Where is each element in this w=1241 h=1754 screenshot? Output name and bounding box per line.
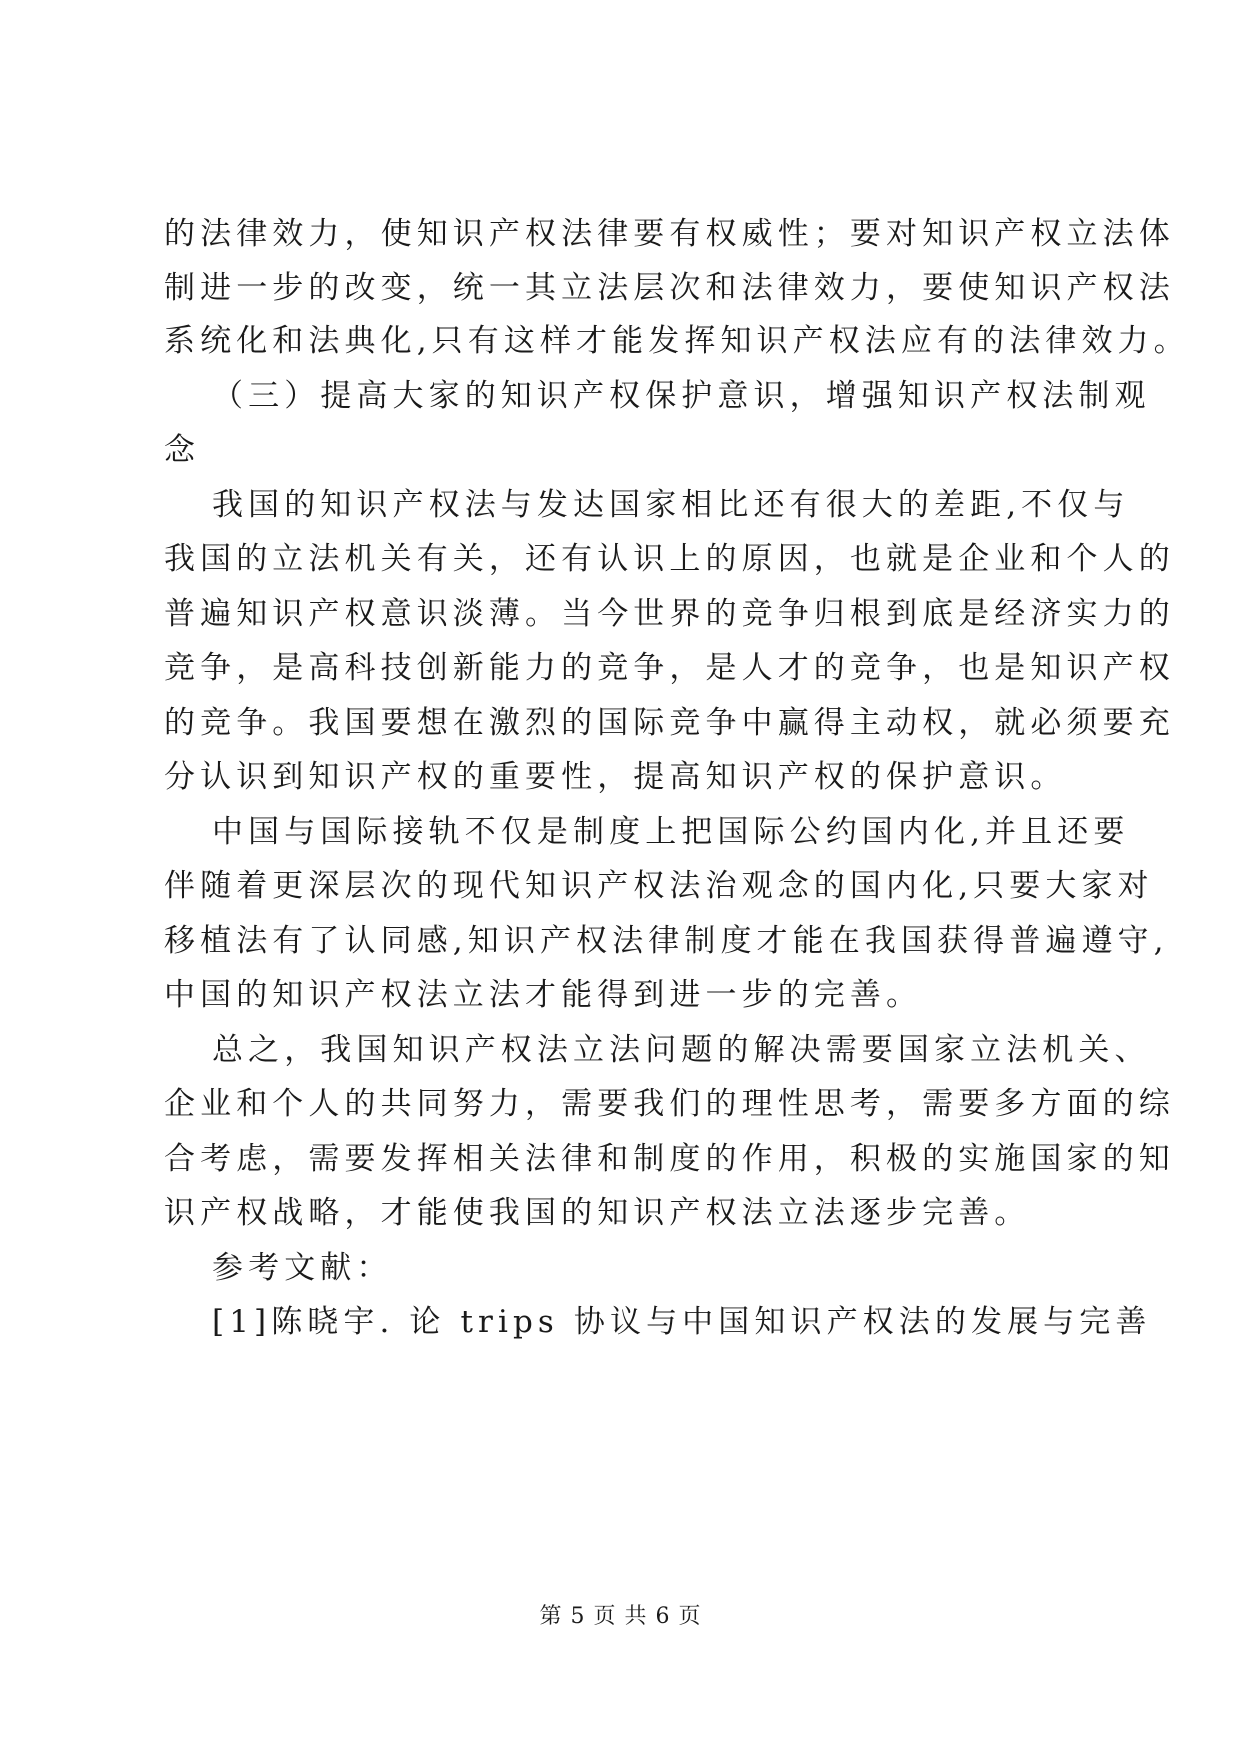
reference-item-1: [1]陈晓宇. 论 trips 协议与中国知识产权法的发展与完善 — [212, 1304, 1152, 1340]
paragraph-1-line-3: 普遍知识产权意识淡薄。当今世界的竞争归根到底是经济实力的 — [164, 596, 1175, 632]
page-footer: 第 5 页 共 6 页 — [539, 1604, 702, 1629]
references-heading: 参考文献： — [212, 1250, 393, 1286]
text-line-1: 的法律效力，使知识产权法律要有权威性；要对知识产权立法体 — [164, 216, 1175, 252]
text-line-2: 制进一步的改变，统一其立法层次和法律效力，要使知识产权法 — [164, 270, 1175, 306]
paragraph-3-line-1: 总之，我国知识产权法立法问题的解决需要国家立法机关、 — [212, 1032, 1151, 1068]
section-heading-continuation: 念 — [164, 432, 201, 468]
paragraph-3-line-4: 识产权战略，才能使我国的知识产权法立法逐步完善。 — [164, 1195, 1031, 1231]
paragraph-2-line-2: 伴随着更深层次的现代知识产权法治观念的国内化,只要大家对 — [164, 868, 1154, 904]
text-line-3: 系统化和法典化,只有这样才能发挥知识产权法应有的法律效力。 — [164, 323, 1190, 359]
paragraph-2-line-3: 移植法有了认同感,知识产权法律制度才能在我国获得普遍遵守, — [164, 923, 1169, 959]
paragraph-1-line-2: 我国的立法机关有关，还有认识上的原因，也就是企业和个人的 — [164, 541, 1175, 577]
paragraph-2-line-1: 中国与国际接轨不仅是制度上把国际公约国内化,并且还要 — [212, 814, 1130, 850]
paragraph-1-line-1: 我国的知识产权法与发达国家相比还有很大的差距,不仅与 — [212, 487, 1130, 523]
paragraph-2-line-4: 中国的知识产权法立法才能得到进一步的完善。 — [164, 977, 923, 1013]
paragraph-3-line-2: 企业和个人的共同努力，需要我们的理性思考，需要多方面的综 — [164, 1086, 1175, 1122]
paragraph-1-line-5: 的竞争。我国要想在激烈的国际竞争中赢得主动权，就必须要充 — [164, 705, 1175, 741]
section-heading: （三）提高大家的知识产权保护意识，增强知识产权法制观 — [212, 378, 1151, 414]
paragraph-1-line-4: 竞争，是高科技创新能力的竞争，是人才的竞争，也是知识产权 — [164, 650, 1175, 686]
paragraph-1-line-6: 分认识到知识产权的重要性，提高知识产权的保护意识。 — [164, 759, 1067, 795]
paragraph-3-line-3: 合考虑，需要发挥相关法律和制度的作用，积极的实施国家的知 — [164, 1141, 1175, 1177]
